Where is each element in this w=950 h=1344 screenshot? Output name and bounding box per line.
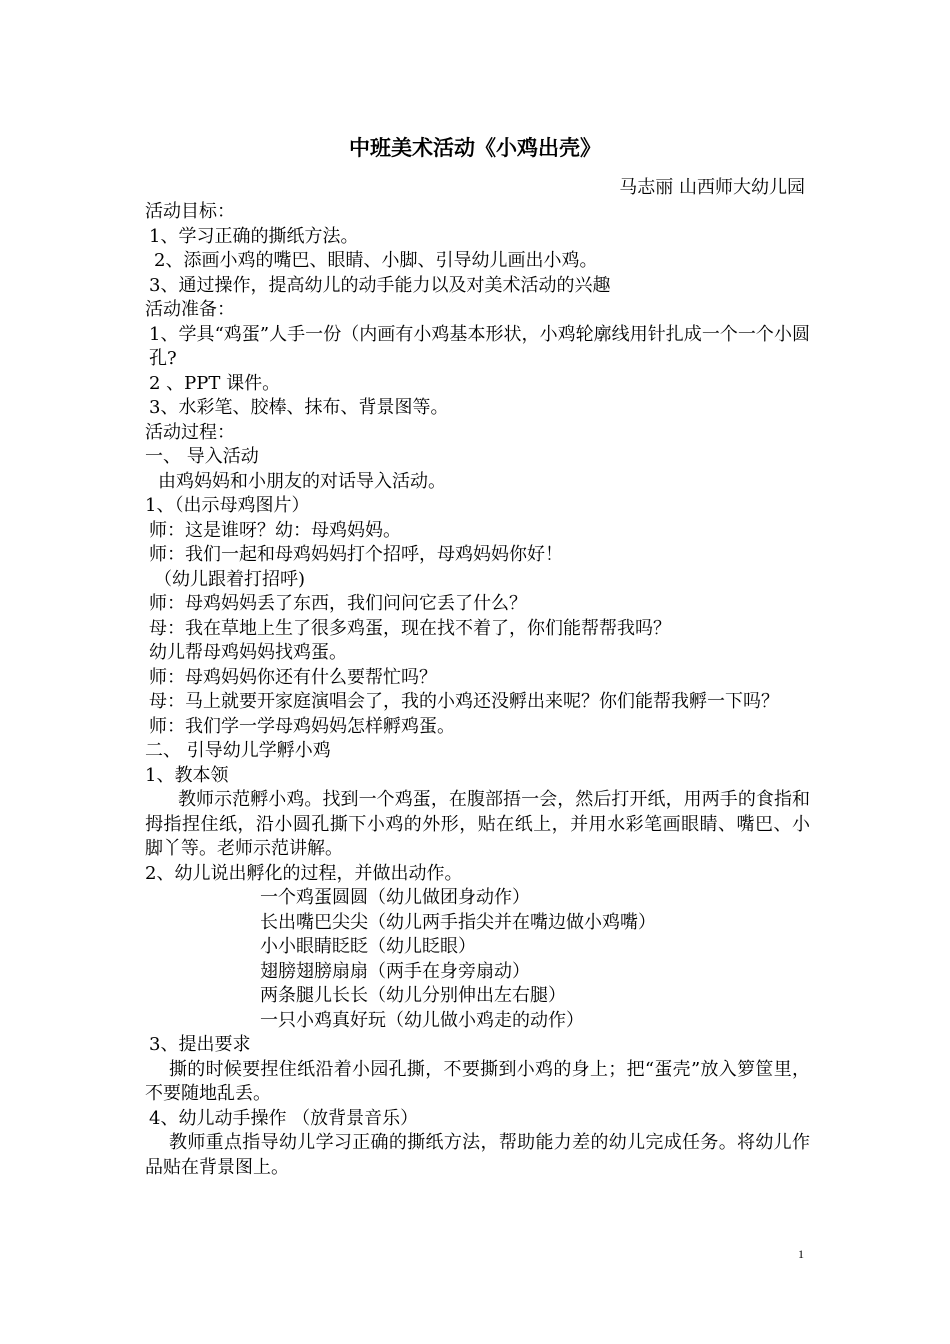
paragraph-line: 2 、PPT 课件。: [149, 372, 281, 394]
paragraph-line: 一只小鸡真好玩（幼儿做小鸡走的动作）: [260, 1009, 584, 1031]
paragraph-line: 由鸡妈妈和小朋友的对话导入活动。: [158, 470, 446, 492]
paragraph-line: 幼儿帮母鸡妈妈找鸡蛋。: [149, 642, 347, 663]
paragraph-line: 2、幼儿说出孵化的过程，并做出动作。: [145, 862, 463, 884]
paragraph-line: 3、水彩笔、胶棒、抹布、背景图等。: [149, 397, 449, 418]
document-title: 中班美术活动《小鸡出壳》: [349, 135, 601, 160]
paragraph-line: 一个鸡蛋圆圆（幼儿做团身动作）: [260, 887, 530, 908]
paragraph-line: 母：我在草地上生了很多鸡蛋，现在找不着了，你们能帮帮我吗？: [149, 617, 671, 639]
paragraph-line: 教师重点指导幼儿学习正确的撕纸方法，帮助能力差的幼儿完成任务。将幼儿作品贴在背景图上。: [145, 1132, 810, 1178]
paragraph-line: （幼儿跟着打招呼): [154, 568, 306, 590]
paragraph-line: 长出嘴巴尖尖（幼儿两手指尖并在嘴边做小鸡嘴）: [260, 911, 656, 933]
paragraph-line: 师：母鸡妈妈丢了东西，我们问问它丢了什么？: [149, 593, 527, 614]
paragraph-line: 1、学具“鸡蛋”人手一份（内画有小鸡基本形状，小鸡轮廓线用针扎成一个一个小圆孔?: [149, 323, 810, 369]
paragraph-line: 活动准备：: [145, 299, 235, 320]
paragraph-line: 2、添画小鸡的嘴巴、眼睛、小脚、引导幼儿画出小鸡。: [154, 250, 598, 271]
paragraph-line: 撕的时候要捏住纸沿着小园孔撕，不要撕到小鸡的身上；把“蛋壳”放入箩筐里，不要随地乱丢。: [145, 1058, 810, 1104]
paragraph-line: 师：这是谁呀？幼：母鸡妈妈。: [149, 519, 401, 541]
paragraph-line: 1、（出示母鸡图片）: [145, 495, 310, 516]
paragraph-line: 师：我们一起和母鸡妈妈打个招呼，母鸡妈妈你好！: [149, 544, 563, 565]
paragraph-line: 一、 导入活动: [145, 446, 259, 467]
paragraph-line: 二、 引导幼儿学孵小鸡: [145, 740, 331, 761]
paragraph-line: 1、教本领: [145, 764, 229, 786]
paragraph-line: 活动过程：: [145, 421, 235, 443]
paragraph-line: 两条腿儿长长（幼儿分别伸出左右腿）: [260, 985, 566, 1006]
paragraph-line: 3、提出要求: [149, 1034, 251, 1055]
paragraph-line: 4、幼儿动手操作 （放背景音乐）: [149, 1107, 419, 1129]
paragraph-line: 小小眼睛眨眨（幼儿眨眼）: [260, 936, 476, 957]
paragraph-line: 母：马上就要开家庭演唱会了，我的小鸡还没孵出来呢？你们能帮我孵一下吗？: [149, 691, 779, 712]
paragraph-line: 教师示范孵小鸡。找到一个鸡蛋，在腹部捂一会，然后打开纸，用两手的食指和拇指捏住纸，沿小圆孔撕下小鸡的外形，贴在纸上，并用水彩笔画眼睛、嘴巴、小脚丫等。老师示范讲解。: [145, 789, 810, 859]
document-body: [145, 200, 810, 1180]
paragraph-line: 活动目标：: [145, 201, 235, 222]
paragraph-line: 师：母鸡妈妈你还有什么要帮忙吗？: [149, 666, 437, 688]
page-number: 1: [798, 1247, 804, 1261]
paragraph-line: 翅膀翅膀扇扇（两手在身旁扇动）: [260, 960, 530, 982]
paragraph-line: 1、学习正确的撕纸方法。: [149, 225, 359, 247]
paragraph-line: 师：我们学一学母鸡妈妈怎样孵鸡蛋。: [149, 715, 455, 737]
author-line: 马志丽 山西师大幼儿园: [619, 177, 805, 198]
paragraph-line: 3、通过操作，提高幼儿的动手能力以及对美术活动的兴趣: [149, 274, 611, 296]
